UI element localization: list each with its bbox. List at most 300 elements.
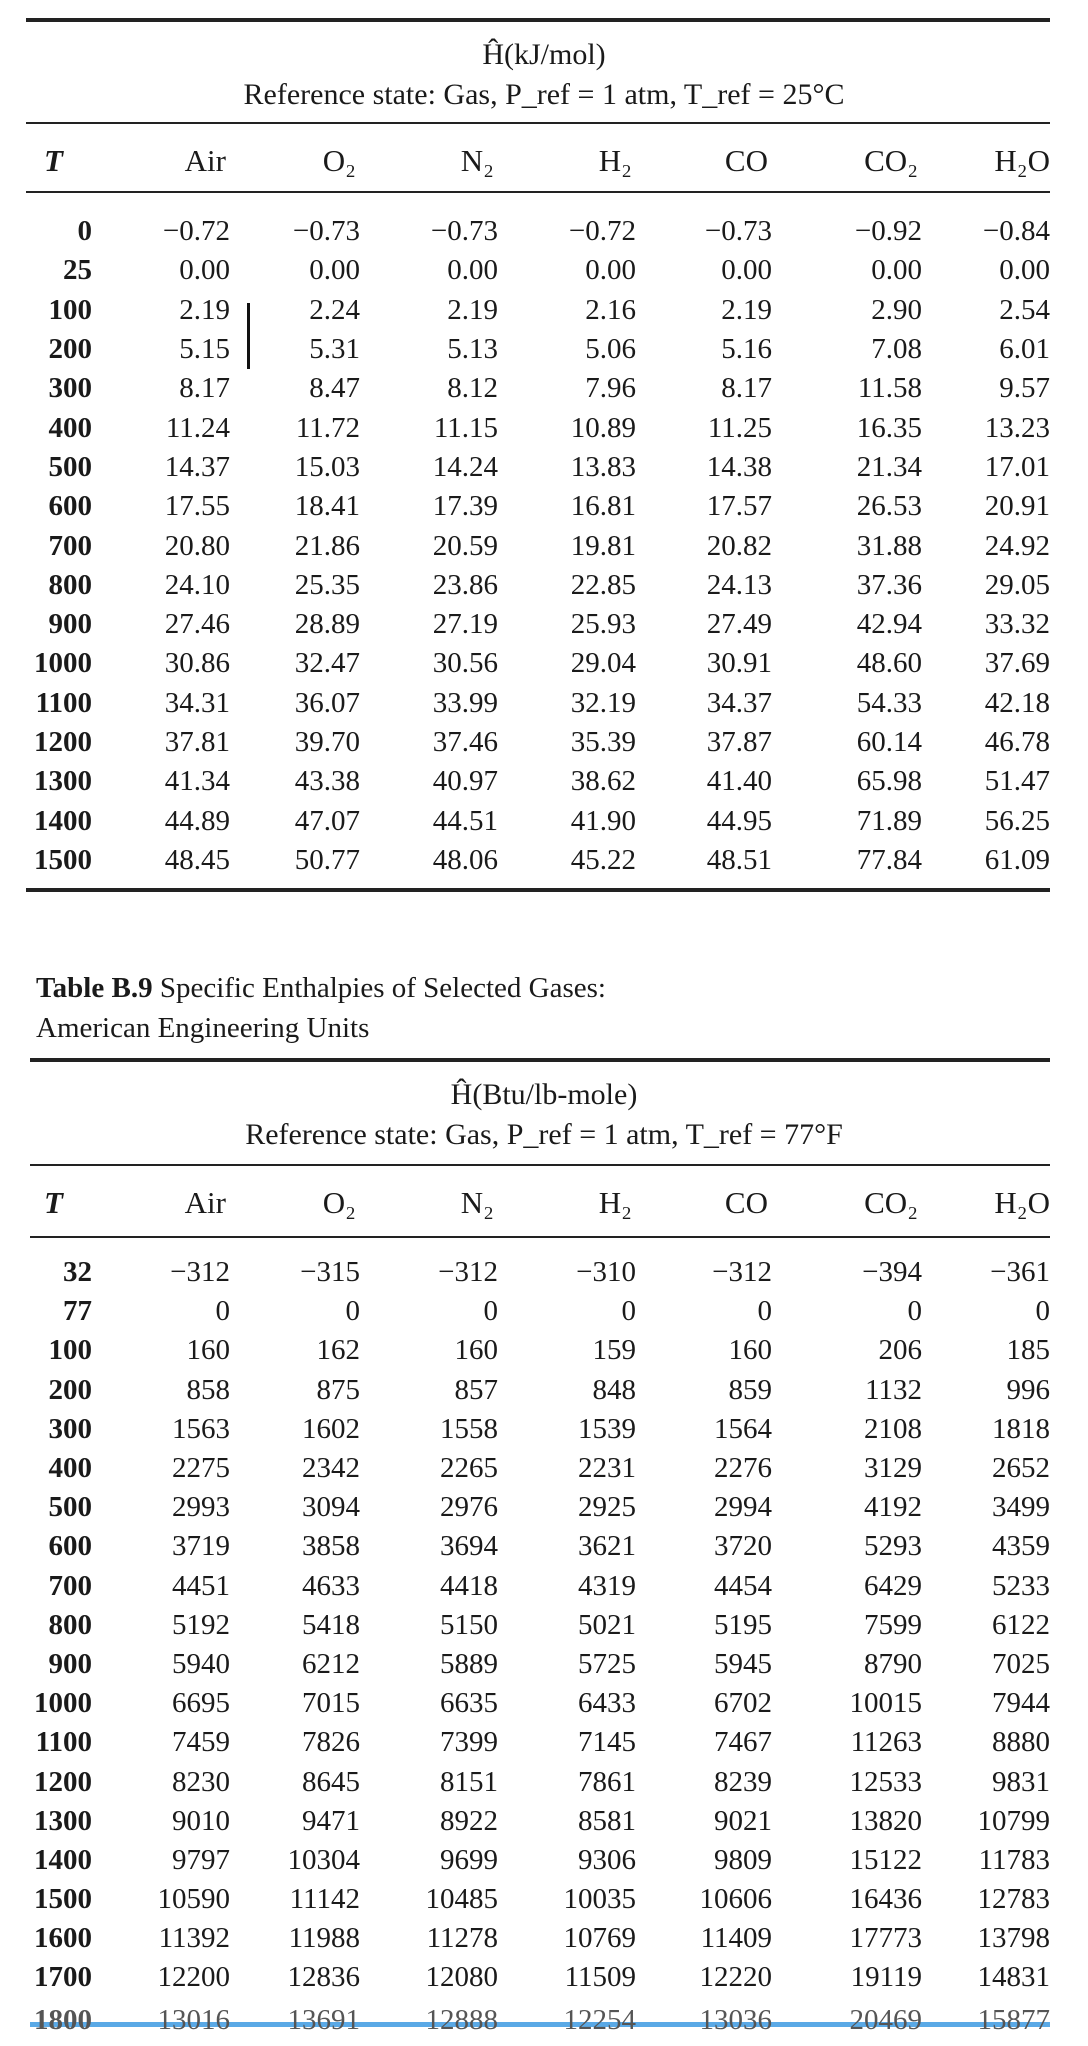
table-row	[0, 1723, 1088, 1762]
value-cell: 65.98	[856, 765, 922, 798]
value-cell: 17.55	[164, 490, 230, 523]
value-cell: 42.18	[984, 686, 1050, 719]
value-cell: 859	[728, 1373, 772, 1406]
value-cell: 12080	[425, 1961, 498, 1994]
value-cell: 20.91	[984, 490, 1050, 523]
value-cell: −0.73	[292, 215, 360, 248]
value-cell: 37.87	[706, 726, 772, 758]
value-cell: 8790	[864, 1647, 922, 1680]
column-header: T	[44, 1185, 63, 1220]
value-cell: 7015	[302, 1687, 360, 1720]
value-cell: 7826	[302, 1726, 360, 1759]
value-cell: 38.62	[570, 765, 636, 798]
value-cell: 5293	[864, 1530, 922, 1563]
temperature-cell: 800	[48, 1608, 92, 1641]
value-cell: 1564	[714, 1412, 772, 1445]
value-cell: 8.12	[447, 372, 498, 405]
temperature-cell: 25	[63, 254, 92, 287]
value-cell: 31.88	[856, 529, 922, 562]
temperature-cell: 600	[48, 1530, 92, 1563]
value-cell: 0.00	[721, 254, 772, 287]
temperature-cell: 700	[48, 529, 92, 562]
partial-cell: 13016	[157, 2003, 230, 2036]
value-cell: 20.80	[164, 529, 230, 562]
value-cell: 42.94	[856, 608, 922, 641]
value-cell: 6695	[172, 1687, 230, 1720]
table2-header-bottom-rule	[30, 1236, 1050, 1238]
value-cell: 8581	[578, 1804, 636, 1837]
value-cell: 35.39	[570, 726, 636, 758]
table1-header-top-rule	[26, 122, 1050, 124]
table1-header-bottom-rule	[26, 191, 1050, 193]
value-cell: 33.99	[432, 686, 498, 719]
table-row	[0, 1292, 1088, 1331]
value-cell: 2265	[440, 1452, 498, 1485]
value-cell: 8922	[440, 1804, 498, 1837]
temperature-cell: 0	[77, 215, 92, 248]
value-cell: 5418	[302, 1608, 360, 1641]
value-cell: 2.24	[309, 293, 360, 326]
temperature-cell: 900	[48, 1647, 92, 1680]
temperature-cell: 77	[63, 1295, 92, 1328]
value-cell: 11.72	[295, 411, 360, 444]
value-cell: −312	[712, 1256, 772, 1289]
value-cell: 3129	[864, 1452, 922, 1485]
temperature-cell: 300	[48, 372, 92, 405]
value-cell: 6212	[302, 1647, 360, 1680]
value-cell: 30.91	[706, 647, 772, 680]
value-cell: 11988	[288, 1922, 360, 1955]
value-cell: 11142	[289, 1883, 360, 1916]
value-cell: 77.84	[856, 843, 922, 876]
value-cell: 160	[454, 1334, 498, 1367]
column-header: CO	[724, 143, 768, 178]
caption-line2: American Engineering Units	[36, 1012, 370, 1044]
value-cell: 10799	[977, 1804, 1050, 1837]
value-cell: 0	[621, 1295, 636, 1328]
value-cell: 34.37	[706, 686, 772, 719]
text-cursor	[247, 303, 250, 369]
value-cell: 2925	[578, 1491, 636, 1524]
value-cell: 0	[1035, 1295, 1050, 1328]
value-cell: 24.13	[706, 568, 772, 601]
value-cell: 14831	[977, 1961, 1050, 1994]
value-cell: 3720	[714, 1530, 772, 1563]
value-cell: 15122	[849, 1843, 922, 1876]
value-cell: 44.51	[432, 804, 498, 837]
value-cell: −310	[576, 1256, 636, 1289]
value-cell: 28.89	[294, 608, 360, 641]
value-cell: 2108	[864, 1412, 922, 1445]
temperature-cell: 1700	[34, 1961, 92, 1994]
value-cell: 10769	[563, 1922, 636, 1955]
table2-top-rule	[30, 1058, 1050, 1062]
table-row	[0, 801, 1088, 840]
value-cell: 11392	[158, 1922, 230, 1955]
value-cell: 29.04	[570, 647, 636, 680]
value-cell: 4319	[578, 1569, 636, 1602]
value-cell: 2994	[714, 1491, 772, 1524]
temperature-cell: 800	[48, 568, 92, 601]
value-cell: 13820	[849, 1804, 922, 1837]
table1-bottom-rule	[26, 888, 1050, 892]
value-cell: 13798	[977, 1922, 1050, 1955]
value-cell: 37.81	[164, 726, 230, 758]
value-cell: 159	[592, 1334, 636, 1367]
value-cell: 4454	[714, 1569, 772, 1602]
table2-header-row	[0, 1180, 1088, 1226]
value-cell: 14.38	[706, 450, 772, 483]
table-row	[0, 408, 1088, 447]
partial-cell: 15877	[977, 2003, 1050, 2036]
value-cell: 47.07	[294, 804, 360, 837]
column-header: H₂	[598, 143, 632, 178]
value-cell: 54.33	[856, 686, 922, 719]
value-cell: 27.46	[164, 608, 230, 641]
value-cell: 61.09	[984, 843, 1050, 876]
value-cell: 1818	[992, 1412, 1050, 1445]
table-row	[0, 723, 1088, 762]
value-cell: 7467	[714, 1726, 772, 1759]
value-cell: −312	[170, 1256, 230, 1289]
value-cell: 9809	[714, 1843, 772, 1876]
temperature-cell: 500	[48, 1491, 92, 1524]
table1-body	[0, 212, 1088, 880]
value-cell: 10.89	[570, 411, 636, 444]
value-cell: 8880	[992, 1726, 1050, 1759]
partial-cell: 12254	[563, 2003, 636, 2036]
table-row	[0, 1449, 1088, 1488]
value-cell: 32.47	[294, 647, 360, 680]
value-cell: 26.53	[856, 490, 922, 523]
value-cell: 2231	[578, 1452, 636, 1485]
value-cell: 1132	[865, 1373, 922, 1406]
value-cell: 2276	[714, 1452, 772, 1485]
value-cell: 2993	[172, 1491, 230, 1524]
temperature-cell: 100	[48, 1334, 92, 1367]
column-header: CO₂	[864, 143, 918, 178]
value-cell: 32.19	[570, 686, 636, 719]
value-cell: 10304	[287, 1843, 360, 1876]
value-cell: 3621	[578, 1530, 636, 1563]
value-cell: 23.86	[432, 568, 498, 601]
table-row	[0, 1488, 1088, 1527]
value-cell: 5889	[440, 1647, 498, 1680]
temperature-cell: 900	[48, 608, 92, 641]
value-cell: 0.00	[309, 254, 360, 287]
value-cell: −0.73	[704, 215, 772, 248]
value-cell: 20.82	[706, 529, 772, 562]
column-header: H₂O	[994, 143, 1050, 178]
value-cell: 858	[186, 1373, 230, 1406]
value-cell: 7.96	[585, 372, 636, 405]
value-cell: 8.17	[179, 372, 230, 405]
value-cell: 18.41	[294, 490, 360, 523]
value-cell: 14.24	[432, 450, 498, 483]
temperature-cell: 400	[48, 1452, 92, 1485]
value-cell: 206	[878, 1334, 922, 1367]
value-cell: 39.70	[294, 726, 360, 758]
table-row	[0, 1253, 1088, 1292]
value-cell: 60.14	[856, 726, 922, 758]
value-cell: 0	[757, 1295, 772, 1328]
value-cell: 5233	[992, 1569, 1050, 1602]
column-header: CO₂	[864, 1185, 918, 1220]
value-cell: 11783	[978, 1843, 1050, 1876]
table-row	[0, 1762, 1088, 1801]
column-header: T	[44, 143, 63, 178]
value-cell: 4418	[440, 1569, 498, 1602]
value-cell: 7145	[578, 1726, 636, 1759]
temperature-cell: 1200	[34, 726, 92, 758]
value-cell: 41.90	[570, 804, 636, 837]
value-cell: 11263	[850, 1726, 922, 1759]
temperature-cell: 1100	[35, 1726, 92, 1759]
table-row	[0, 526, 1088, 565]
value-cell: 1539	[578, 1412, 636, 1445]
value-cell: 7599	[864, 1608, 922, 1641]
value-cell: 848	[592, 1373, 636, 1406]
value-cell: 857	[454, 1373, 498, 1406]
value-cell: 2.19	[179, 293, 230, 326]
caption-line1: Specific Enthalpies of Selected Gases:	[159, 972, 606, 1004]
table-row	[0, 1958, 1088, 1997]
table-row	[0, 212, 1088, 251]
value-cell: 5.15	[179, 333, 230, 366]
temperature-cell: 200	[48, 1373, 92, 1406]
value-cell: 5192	[172, 1608, 230, 1641]
value-cell: 0.00	[447, 254, 498, 287]
value-cell: 51.47	[984, 765, 1050, 798]
table-row	[0, 1567, 1088, 1606]
table-row	[0, 1410, 1088, 1449]
table-row	[0, 330, 1088, 369]
value-cell: 1558	[440, 1412, 498, 1445]
value-cell: −0.72	[568, 215, 636, 248]
value-cell: 19119	[850, 1961, 922, 1994]
value-cell: 46.78	[984, 726, 1050, 758]
temperature-cell: 200	[48, 333, 92, 366]
value-cell: 6433	[578, 1687, 636, 1720]
value-cell: −312	[438, 1256, 498, 1289]
temperature-cell: 1300	[34, 765, 92, 798]
table-row	[0, 1880, 1088, 1919]
table-row	[0, 1841, 1088, 1880]
value-cell: 41.40	[706, 765, 772, 798]
value-cell: 11509	[564, 1961, 636, 1994]
temperature-cell: 1000	[34, 647, 92, 680]
value-cell: 43.38	[294, 765, 360, 798]
value-cell: 16.35	[856, 411, 922, 444]
value-cell: 20.59	[432, 529, 498, 562]
value-cell: 4192	[864, 1491, 922, 1524]
value-cell: 11409	[700, 1922, 772, 1955]
value-cell: 0.00	[179, 254, 230, 287]
value-cell: 2.19	[447, 293, 498, 326]
table-row	[0, 605, 1088, 644]
value-cell: 4451	[172, 1569, 230, 1602]
value-cell: 37.46	[432, 726, 498, 758]
column-header: N₂	[460, 1185, 494, 1220]
value-cell: 9010	[172, 1804, 230, 1837]
value-cell: 25.35	[294, 568, 360, 601]
value-cell: −315	[300, 1256, 360, 1289]
table-row	[0, 1802, 1088, 1841]
table-row	[0, 487, 1088, 526]
value-cell: 6702	[714, 1687, 772, 1720]
value-cell: 71.89	[856, 804, 922, 837]
temperature-cell: 1500	[34, 843, 92, 876]
value-cell: 5945	[714, 1647, 772, 1680]
value-cell: 33.32	[984, 608, 1050, 641]
table1-header-row	[0, 138, 1088, 184]
table-row	[0, 448, 1088, 487]
value-cell: 48.51	[706, 843, 772, 876]
value-cell: 12783	[977, 1883, 1050, 1916]
table-caption	[36, 968, 606, 1048]
value-cell: 9306	[578, 1843, 636, 1876]
table-row	[0, 1331, 1088, 1370]
value-cell: 9797	[172, 1843, 230, 1876]
value-cell: 11.25	[707, 411, 772, 444]
temperature-cell: 1100	[35, 686, 92, 719]
value-cell: 5725	[578, 1647, 636, 1680]
value-cell: 40.97	[432, 765, 498, 798]
value-cell: 10606	[699, 1883, 772, 1916]
value-cell: 9471	[302, 1804, 360, 1837]
value-cell: 45.22	[570, 843, 636, 876]
value-cell: 25.93	[570, 608, 636, 641]
value-cell: 9021	[714, 1804, 772, 1837]
value-cell: 8230	[172, 1765, 230, 1798]
table-row	[0, 566, 1088, 605]
value-cell: −361	[990, 1256, 1050, 1289]
value-cell: 0.00	[871, 254, 922, 287]
value-cell: 8151	[440, 1765, 498, 1798]
temperature-cell: 1500	[34, 1883, 92, 1916]
value-cell: 30.86	[164, 647, 230, 680]
column-header: N₂	[460, 143, 494, 178]
caption-label: Table B.9	[36, 972, 153, 1004]
temperature-cell: 1400	[34, 804, 92, 837]
temperature-cell: 32	[63, 1256, 92, 1289]
table-row	[0, 1645, 1088, 1684]
table1-top-rule	[26, 18, 1050, 22]
partial-cell: 20469	[849, 2003, 922, 2036]
value-cell: 41.34	[164, 765, 230, 798]
value-cell: 11278	[426, 1922, 498, 1955]
value-cell: 37.36	[856, 568, 922, 601]
value-cell: 44.95	[706, 804, 772, 837]
table-row	[0, 251, 1088, 290]
value-cell: 7944	[992, 1687, 1050, 1720]
value-cell: 30.56	[432, 647, 498, 680]
value-cell: 6429	[864, 1569, 922, 1602]
value-cell: 22.85	[570, 568, 636, 601]
value-cell: −0.84	[982, 215, 1050, 248]
temperature-cell: 1200	[34, 1765, 92, 1798]
value-cell: 12533	[849, 1765, 922, 1798]
table1-reference-line	[0, 78, 1088, 112]
column-header: O₂	[322, 143, 356, 178]
value-cell: −0.73	[430, 215, 498, 248]
value-cell: 7399	[440, 1726, 498, 1759]
value-cell: 21.86	[294, 529, 360, 562]
value-cell: 14.37	[164, 450, 230, 483]
value-cell: 11.24	[165, 411, 230, 444]
value-cell: 17.01	[984, 450, 1050, 483]
value-cell: 48.60	[856, 647, 922, 680]
value-cell: 5150	[440, 1608, 498, 1641]
value-cell: 16.81	[570, 490, 636, 523]
value-cell: 2652	[992, 1452, 1050, 1485]
value-cell: 160	[728, 1334, 772, 1367]
value-cell: 5940	[172, 1647, 230, 1680]
value-cell: 10485	[425, 1883, 498, 1916]
value-cell: 2976	[440, 1491, 498, 1524]
temperature-cell: 500	[48, 450, 92, 483]
temperature-cell: 1600	[34, 1922, 92, 1955]
value-cell: 5.13	[447, 333, 498, 366]
value-cell: 34.31	[164, 686, 230, 719]
value-cell: 3499	[992, 1491, 1050, 1524]
table2-header-top-rule	[30, 1164, 1050, 1166]
value-cell: 16436	[849, 1883, 922, 1916]
value-cell: 44.89	[164, 804, 230, 837]
temperature-cell: 1000	[34, 1687, 92, 1720]
value-cell: 12220	[699, 1961, 772, 1994]
value-cell: −394	[862, 1256, 922, 1289]
table-row	[0, 644, 1088, 683]
value-cell: 2.16	[585, 293, 636, 326]
value-cell: 0	[907, 1295, 922, 1328]
column-header: H₂	[598, 1185, 632, 1220]
value-cell: 9831	[992, 1765, 1050, 1798]
value-cell: 5021	[578, 1608, 636, 1641]
value-cell: 17.39	[432, 490, 498, 523]
table1-reference-text: Reference state: Gas, P_ref = 1 atm, T_ref = 25°C	[243, 78, 845, 111]
temperature-cell: 700	[48, 1569, 92, 1602]
value-cell: 37.69	[984, 647, 1050, 680]
value-cell: 2.19	[721, 293, 772, 326]
value-cell: 13.83	[570, 450, 636, 483]
partial-cell: 1800	[34, 2003, 92, 2036]
value-cell: 7025	[992, 1647, 1050, 1680]
value-cell: 3858	[302, 1530, 360, 1563]
value-cell: 5.16	[721, 333, 772, 366]
value-cell: 875	[316, 1373, 360, 1406]
value-cell: 8.47	[309, 372, 360, 405]
value-cell: 8239	[714, 1765, 772, 1798]
table-row	[0, 1684, 1088, 1723]
temperature-cell: 1300	[34, 1804, 92, 1837]
value-cell: 7459	[172, 1726, 230, 1759]
table-row	[0, 762, 1088, 801]
value-cell: 6.01	[999, 333, 1050, 366]
value-cell: 162	[316, 1334, 360, 1367]
table2-unit-line: Ĥ(Btu/lb-mole)	[450, 1078, 638, 1111]
value-cell: 13.23	[984, 411, 1050, 444]
table2-reference-text: Reference state: Gas, P_ref = 1 atm, T_ref = 77°F	[245, 1118, 843, 1151]
value-cell: 8.17	[721, 372, 772, 405]
value-cell: 8645	[302, 1765, 360, 1798]
table-row	[0, 684, 1088, 723]
table-row	[0, 841, 1088, 880]
value-cell: 24.92	[984, 529, 1050, 562]
value-cell: 4359	[992, 1530, 1050, 1563]
table-row	[0, 1606, 1088, 1645]
value-cell: 160	[186, 1334, 230, 1367]
